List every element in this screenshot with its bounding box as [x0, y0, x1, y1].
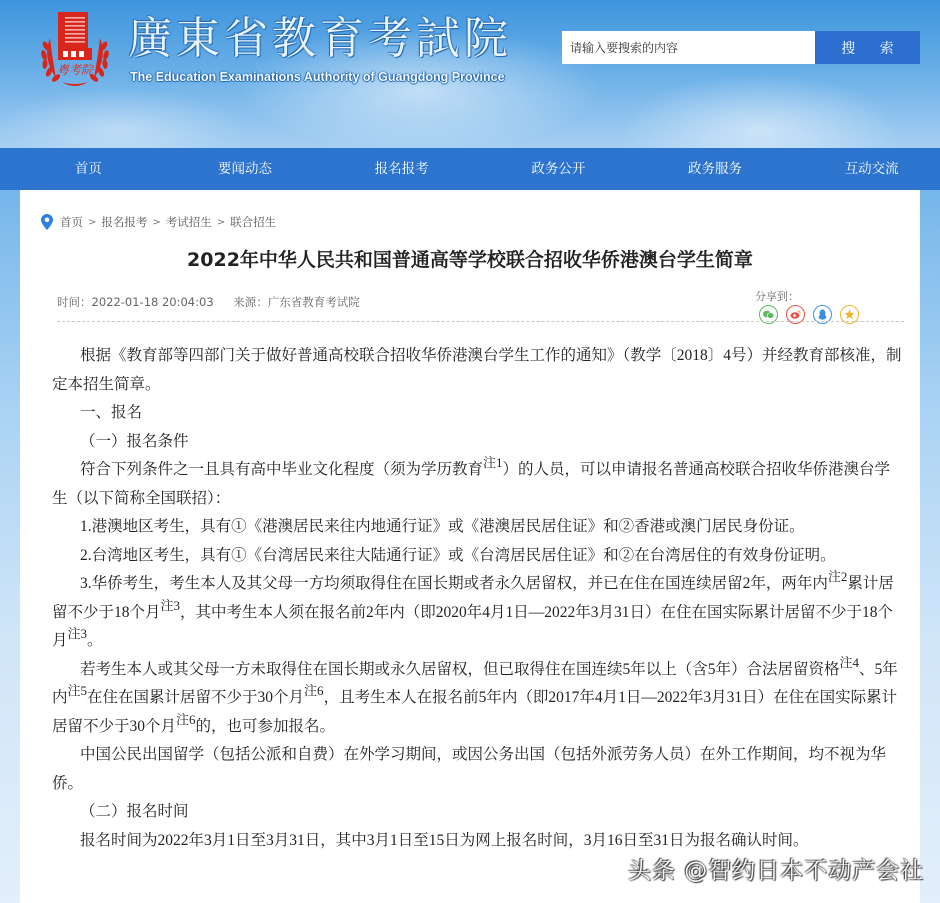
footnote-ref: 注1	[483, 455, 503, 470]
footnote-ref: 注6	[304, 683, 324, 698]
article-source: 来源：广东省教育考试院	[233, 295, 360, 309]
footnote-ref: 注4	[839, 654, 860, 670]
share-bar	[755, 288, 859, 324]
breadcrumb-separator: >	[152, 216, 161, 228]
nav-item-gov-affairs[interactable]: 政务公开	[531, 161, 586, 177]
search-bar	[562, 31, 920, 64]
breadcrumb-registration[interactable]: 报名报考	[101, 215, 148, 229]
share-label: 分享到：	[755, 290, 799, 303]
breadcrumb	[41, 214, 276, 230]
footnote-ref: 注3	[160, 597, 181, 613]
paragraph-taiwan: 2.台湾地区考生，具有①《台湾居民来往大陆通行证》或《台湾居民居住证》和②在台湾居住的有效身份证明。	[80, 546, 836, 564]
paragraph-overseas-chinese: 3.华侨考生，考生本人及其父母一方均须取得住在国长期或者永久居留权，并已在住在国连续居留2年，两年内$^{注2}$累计居留不少于18个月$^{注3}$，其中考生本人须在报名前2年内（即2020年4月1日—2022年3月31日）在住在国实际累计居留不少于18个月$^{注3}$。	[52, 569, 894, 649]
subsection-heading-conditions: （一）报名条件	[80, 432, 189, 450]
breadcrumb-home[interactable]: 首页	[60, 215, 83, 229]
watermark: 头条 @智约日本不动产会社	[628, 858, 925, 884]
nav-item-registration[interactable]: 报名报考	[374, 161, 429, 177]
nav-item-interaction[interactable]: 互动交流	[844, 161, 899, 177]
nav-item-home[interactable]: 首页	[74, 161, 102, 177]
meta-divider	[57, 321, 904, 322]
nav-item-gov-services[interactable]: 政务服务	[688, 161, 743, 177]
breadcrumb-separator: >	[88, 216, 97, 228]
article-panel	[20, 190, 920, 903]
footnote-ref: 注2	[827, 569, 848, 584]
paragraph-registration-time: 报名时间为2022年3月1日至3月31日，其中3月1日至15日为网上报名时间，3月16日至31日为报名确认时间。	[80, 831, 809, 849]
site-header	[0, 0, 940, 148]
logo-emblem-icon	[36, 8, 114, 90]
site-title: 廣東省教育考試院	[128, 13, 512, 64]
footnote-ref: 注5	[67, 683, 88, 698]
location-pin-icon	[41, 214, 53, 230]
publish-time: 时间：2022-01-18 20:04:03	[57, 295, 214, 309]
article-body	[52, 342, 904, 855]
footnote-ref: 注3	[67, 626, 88, 641]
search-input[interactable]	[562, 31, 815, 64]
breadcrumb-separator: >	[216, 216, 226, 228]
site-subtitle: The Education Examinations Authority of Guangdong Province	[130, 70, 505, 84]
paragraph-residence-alt: 若考生本人或其父母一方未取得住在国长期或永久居留权，但已取得住在国连续5年以上（含5年）合法居留资格$^{注4}$、5年内$^{注5}$在住在国累计居留不少于30个月$^{注6}$，且考生本人在报名前5年内（即2017年4月1日—2022年3月31日）在住在国实际累计居留不少于30个月$^{注6}$的，也可参加报名。	[52, 654, 898, 735]
article-title: 2022年中华人民共和国普通高等学校联合招收华侨港澳台学生简章	[187, 249, 753, 271]
breadcrumb-exam-enrollment[interactable]: 考试招生	[165, 215, 212, 229]
search-button[interactable]: 搜 索	[815, 31, 920, 64]
paragraph-conditions: 符合下列条件之一且具有高中毕业文化程度（须为学历教育$^{注1}$）的人员，可以申请报名普通高校联合招收华侨港澳台学生（以下简称全国联招）：	[52, 455, 891, 507]
footnote-ref: 注6	[176, 711, 196, 727]
article-meta	[57, 294, 360, 310]
svg-text:粤考院: 粤考院	[56, 63, 94, 77]
main-nav	[0, 148, 940, 190]
site-logo[interactable]	[36, 8, 114, 90]
nav-item-news[interactable]: 要闻动态	[218, 161, 272, 177]
breadcrumb-joint-enrollment[interactable]: 联合招生	[230, 215, 277, 229]
section-heading-registration: 一、报名	[80, 404, 143, 421]
paragraph-citizens-abroad: 中国公民出国留学（包括公派和自费）在外学习期间，或因公务出国（包括外派劳务人员）在外工作期间，均不视为华侨。	[52, 746, 887, 792]
subsection-heading-time: （二）报名时间	[80, 803, 189, 820]
paragraph-hk-macao: 1.港澳地区考生，具有①《港澳居民来往内地通行证》或《港澳居民居住证》和②香港或澳门居民身份证。	[80, 518, 805, 535]
paragraph-intro: 根据《教育部等四部门关于做好普通高校联合招收华侨港澳台学生工作的通知》（教学〔2018〕4号）并经教育部核准，制定本招生简章。	[52, 347, 902, 393]
